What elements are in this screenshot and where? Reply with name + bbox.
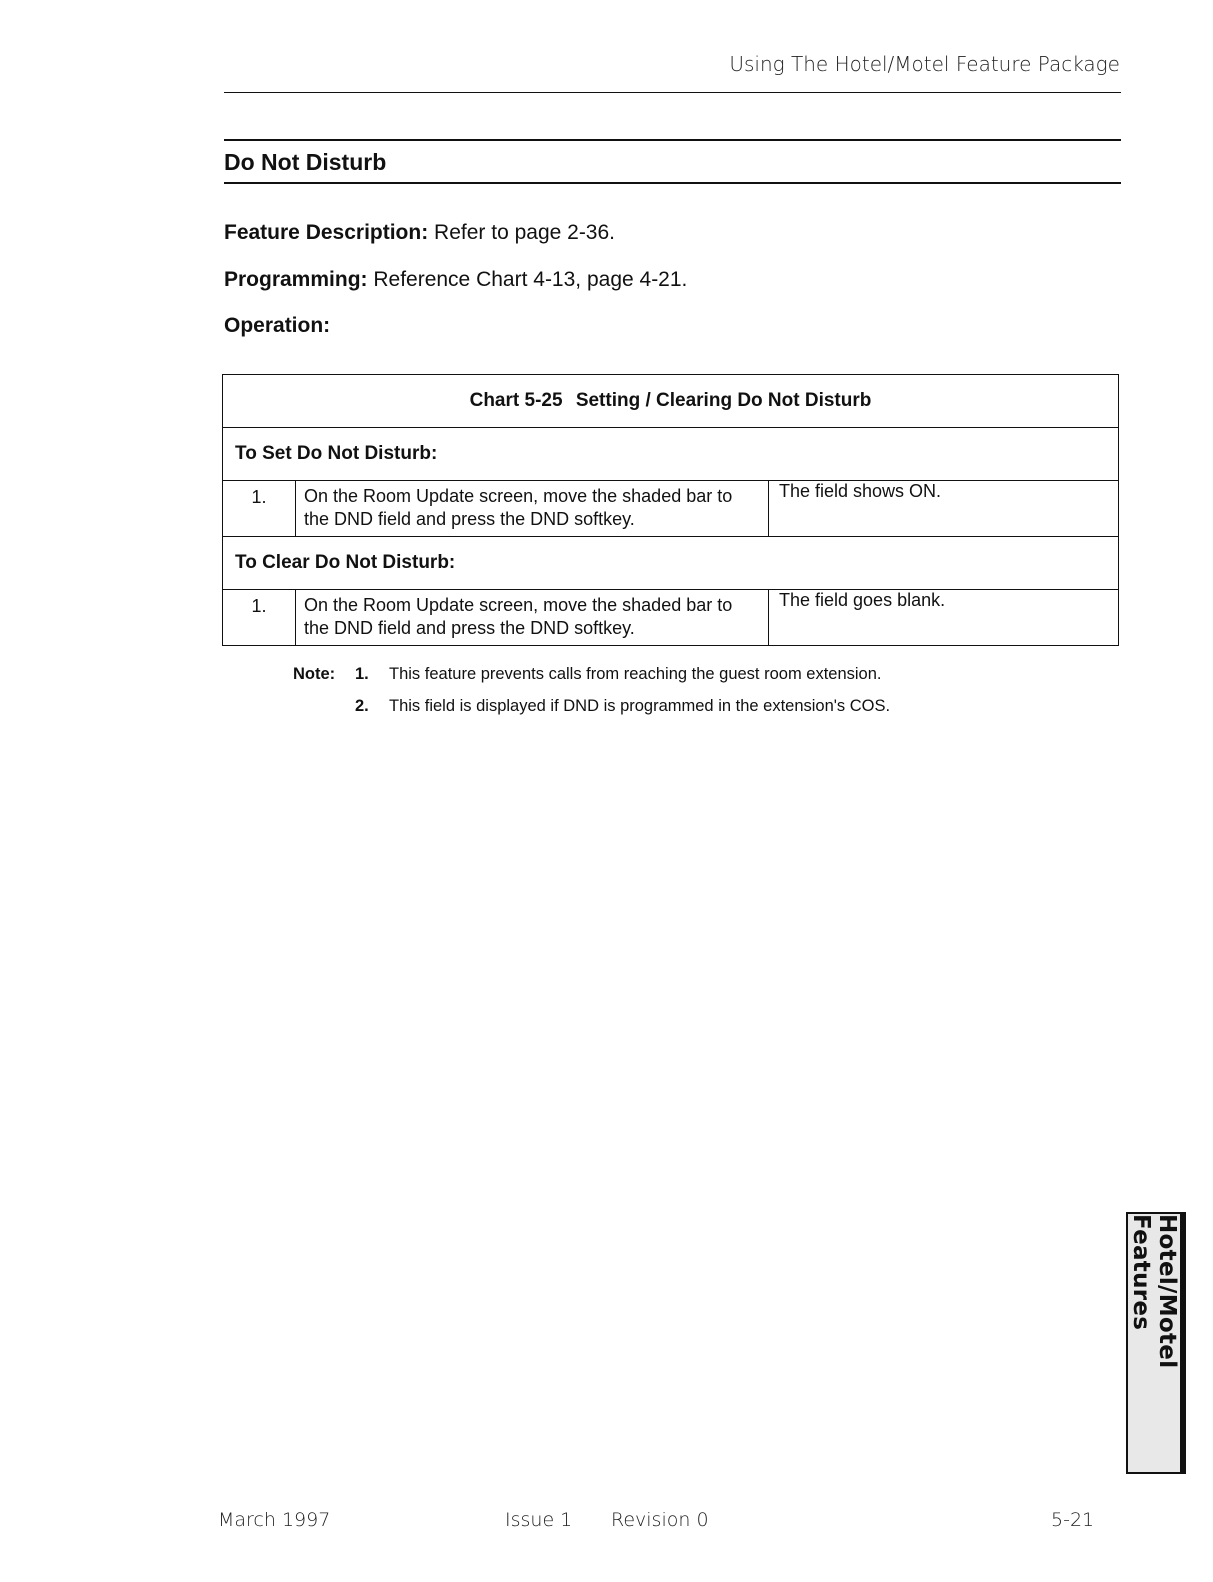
table-row — [223, 481, 1119, 537]
chart-table — [222, 374, 1119, 646]
note-item — [293, 697, 890, 716]
step-action: On the Room Update screen, move the shaded bar to the DND field and press the DND softkey. — [296, 481, 769, 537]
step-result: The field goes blank. — [769, 590, 1119, 646]
note-text: This field is displayed if DND is programmed in the extension's COS. — [389, 697, 891, 715]
section-tab — [1126, 1212, 1186, 1474]
footer-issue: Issue 1 — [505, 1509, 573, 1531]
programming-label: Programming: — [224, 268, 368, 291]
note-number: 2. — [355, 697, 369, 715]
chart-title — [223, 375, 1119, 428]
footer-page-number: 5-21 — [1051, 1509, 1095, 1531]
table-row — [223, 590, 1119, 646]
section-top-rule — [224, 139, 1121, 141]
feature-description-text: Refer to page 2-36. — [428, 221, 616, 244]
step-number: 1. — [223, 481, 296, 537]
note-number: 1. — [355, 665, 369, 683]
feature-description — [224, 221, 615, 245]
note-label: Note: — [293, 665, 336, 683]
section-bottom-rule — [224, 182, 1121, 184]
note-item — [293, 665, 890, 684]
footer-revision: Revision 0 — [611, 1509, 709, 1531]
header-rule — [224, 92, 1121, 93]
chart-title-text: Setting / Clearing Do Not Disturb — [575, 390, 872, 411]
step-number: 1. — [223, 590, 296, 646]
footer-date: March 1997 — [218, 1509, 331, 1531]
note-text: This feature prevents calls from reaching the guest room extension. — [389, 665, 882, 683]
programming — [224, 268, 687, 292]
group-heading-clear: To Clear Do Not Disturb: — [223, 537, 1119, 590]
section-title: Do Not Disturb — [224, 149, 387, 175]
feature-description-label: Feature Description: — [224, 221, 429, 244]
chart-number: Chart 5-25 — [469, 390, 563, 411]
operation-label: Operation: — [224, 314, 331, 337]
running-header: Using The Hotel/Motel Feature Package — [729, 52, 1120, 76]
step-result: The field shows ON. — [769, 481, 1119, 537]
notes — [293, 665, 890, 729]
group-heading-set: To Set Do Not Disturb: — [223, 428, 1119, 481]
programming-text: Reference Chart 4-13, page 4-21. — [367, 268, 688, 291]
section-tab-label: Hotel/Motel Features — [1128, 1214, 1180, 1369]
step-action: On the Room Update screen, move the shaded bar to the DND field and press the DND softkey. — [296, 590, 769, 646]
